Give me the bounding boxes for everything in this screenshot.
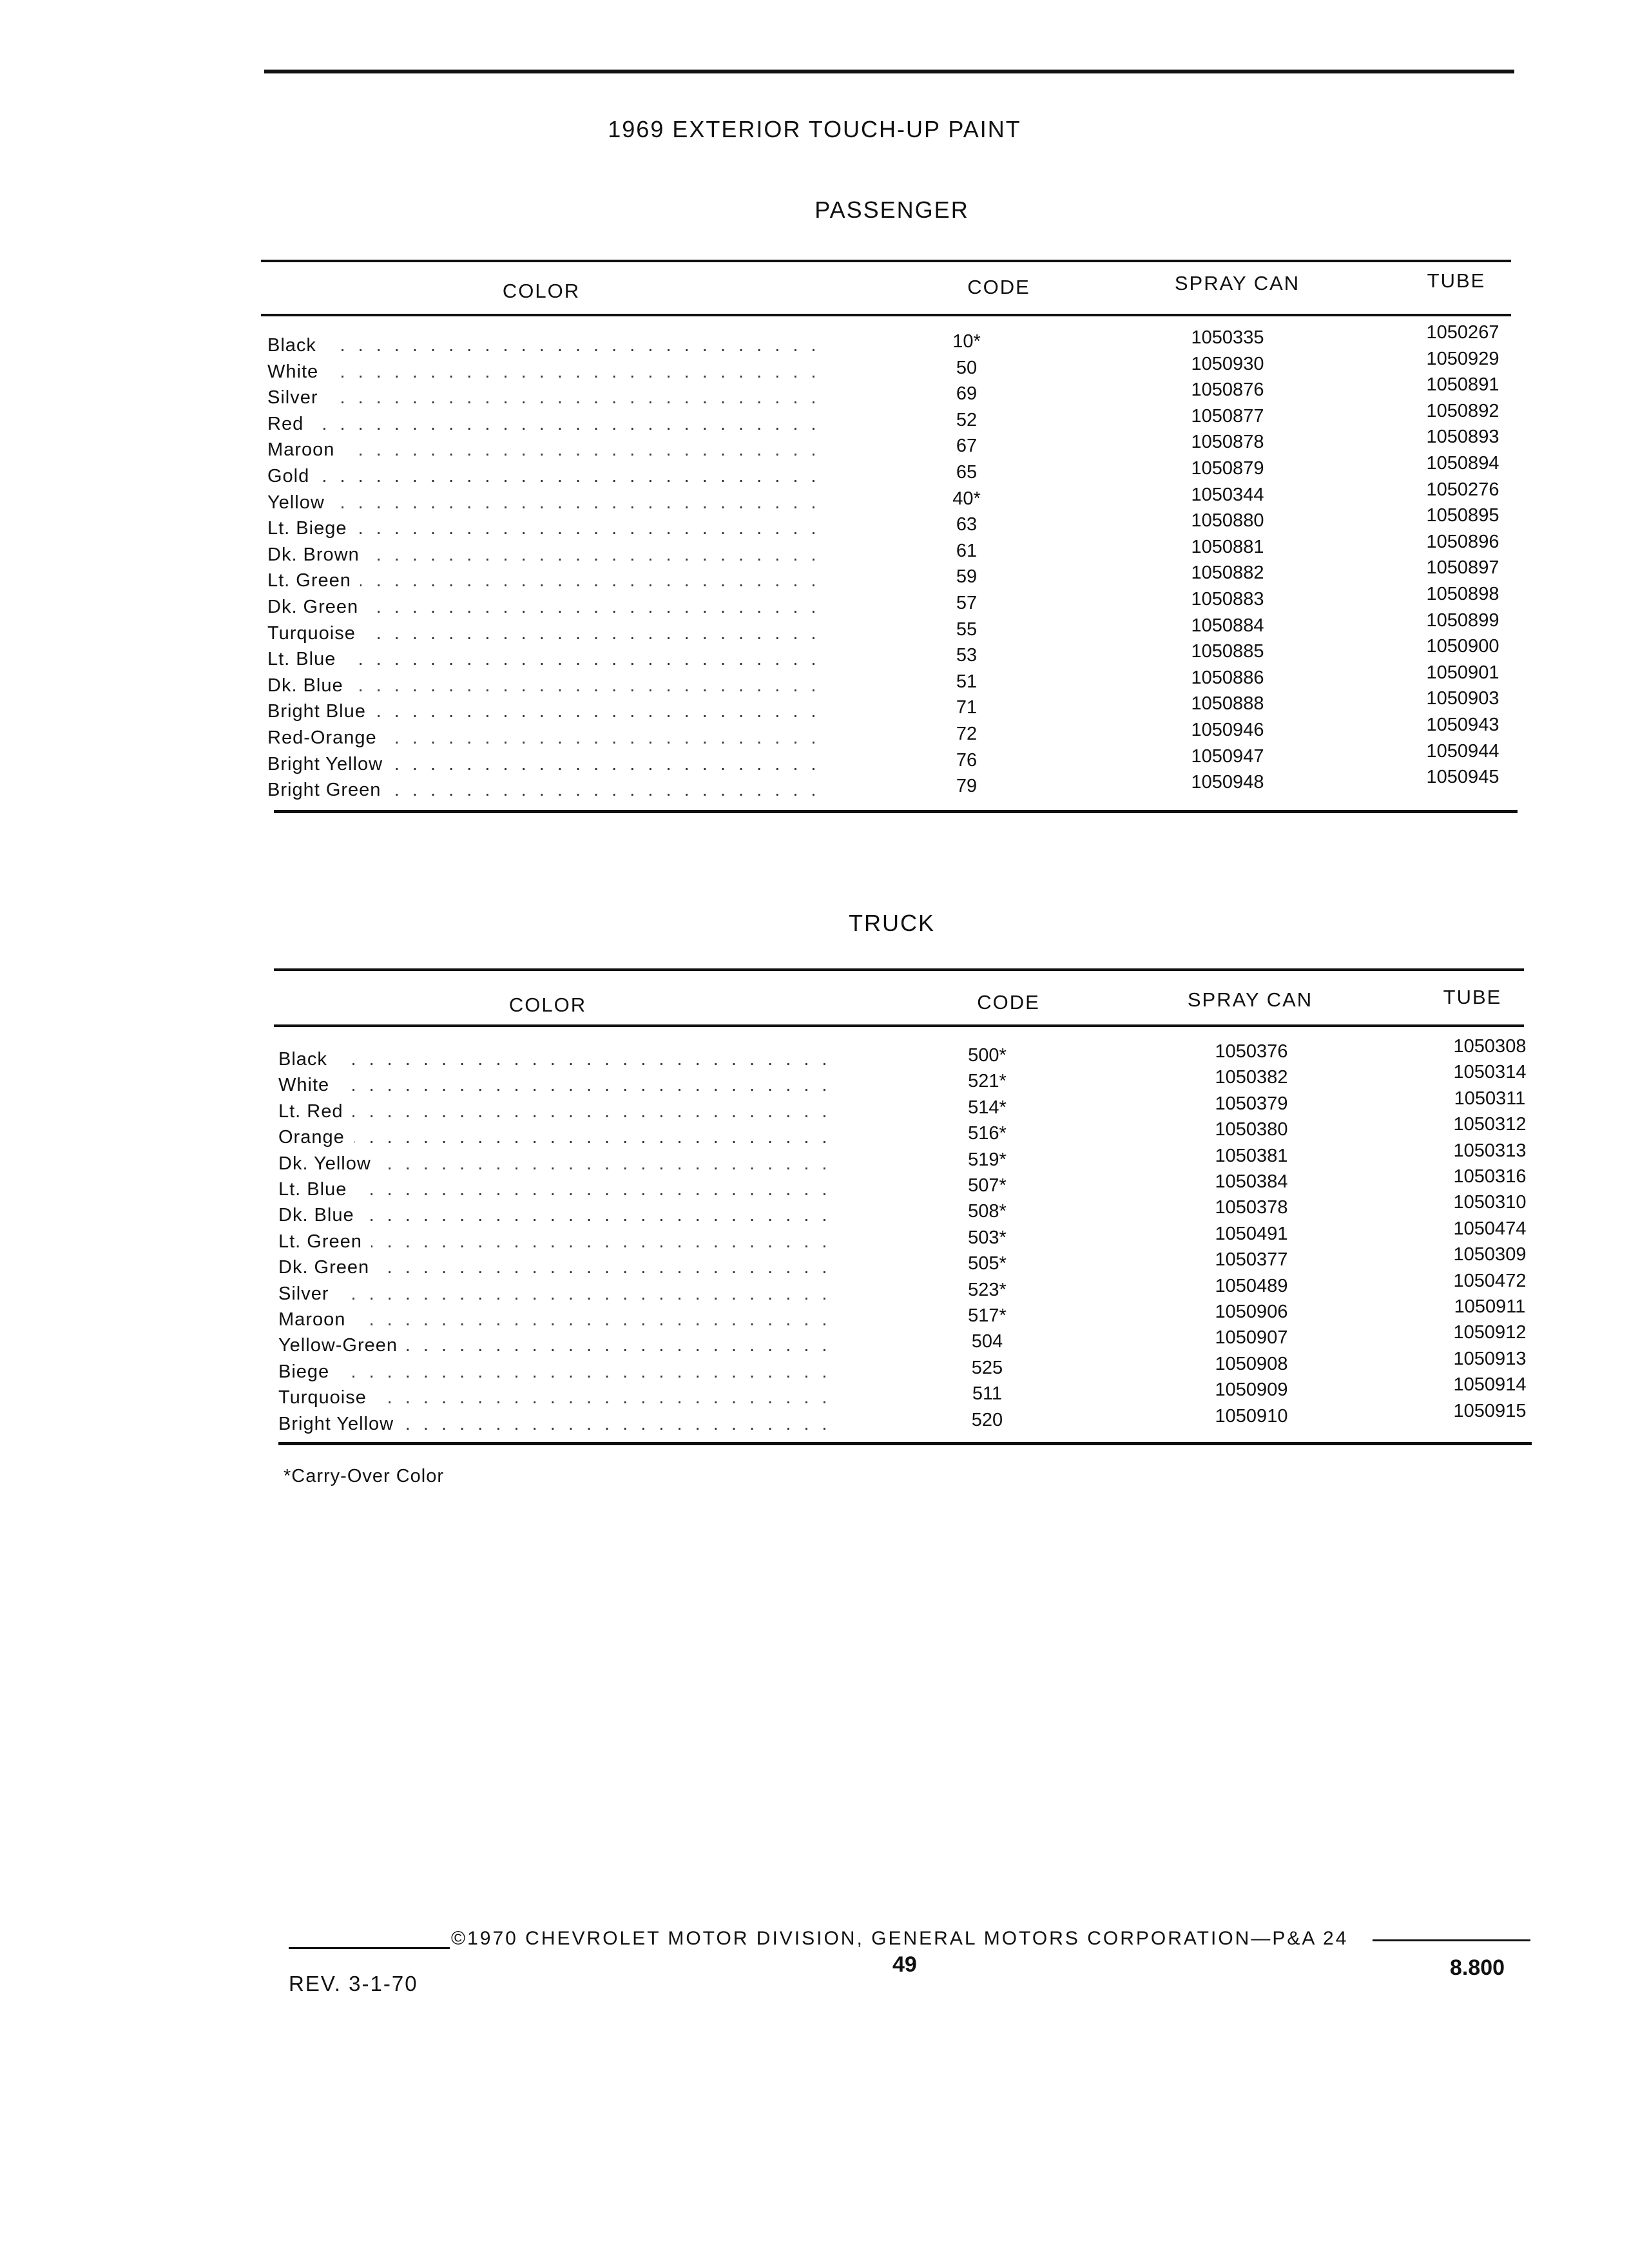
paint-code-cell: 517* (968, 1305, 1007, 1326)
color-name: Lt. Blue (278, 1179, 356, 1200)
spray-can-cell: 1050378 (1215, 1197, 1288, 1218)
color-name-cell (267, 727, 822, 749)
table-row (278, 1140, 1527, 1179)
truck-col-code-header: CODE (977, 991, 1040, 1014)
table-row (267, 740, 1511, 780)
spray-can-cell: 1050877 (1191, 405, 1264, 427)
table-row (267, 767, 1511, 805)
color-name: Black (267, 335, 325, 356)
color-name: Bright Yellow (278, 1414, 403, 1434)
table-row (278, 1218, 1527, 1257)
paint-code-cell: 76 (956, 749, 978, 771)
paint-code-cell: 503* (968, 1227, 1007, 1248)
table-row (278, 1374, 1527, 1413)
color-name: White (267, 361, 327, 382)
color-name: Orange (278, 1127, 354, 1148)
spray-can-cell: 1050382 (1215, 1067, 1288, 1088)
tube-cell: 1050893 (1426, 427, 1499, 448)
color-name-cell (267, 701, 822, 722)
table-row (267, 427, 1511, 465)
spray-can-cell: 1050489 (1215, 1275, 1288, 1296)
color-name-cell (278, 1075, 833, 1096)
color-name: Lt. Red (278, 1101, 352, 1122)
tube-cell: 1050309 (1453, 1244, 1527, 1265)
paint-code-cell: 516* (968, 1123, 1007, 1144)
tube-cell: 1050894 (1426, 453, 1499, 474)
paint-code-cell: 51 (956, 671, 978, 692)
color-name-cell (267, 570, 822, 591)
paint-code-cell: 53 (956, 645, 978, 666)
footnote: *Carry-Over Color (284, 1466, 445, 1486)
spray-can-cell: 1050910 (1215, 1405, 1288, 1427)
spray-can-cell: 1050888 (1191, 693, 1264, 715)
table-row (278, 1192, 1527, 1231)
tube-cell: 1050912 (1453, 1322, 1527, 1343)
color-name-cell (267, 414, 822, 435)
paint-code-cell: 521* (968, 1071, 1007, 1092)
color-name: Maroon (267, 439, 343, 460)
color-name-cell (267, 597, 822, 618)
tube-cell: 1050898 (1426, 584, 1499, 604)
color-name: Bright Green (267, 780, 390, 800)
tube-cell: 1050891 (1426, 374, 1499, 396)
paint-code-cell: 50 (956, 357, 978, 378)
passenger-header-top-rule (261, 260, 1511, 262)
tube-cell: 1050944 (1426, 740, 1499, 762)
tube-cell: 1050311 (1454, 1088, 1526, 1109)
paint-code-cell: 40* (952, 488, 981, 509)
spray-can-cell: 1050947 (1191, 745, 1264, 767)
color-name-cell (278, 1309, 833, 1331)
spray-can-cell: 1050384 (1215, 1171, 1288, 1192)
color-name-cell (278, 1127, 833, 1148)
table-row (267, 400, 1511, 439)
color-name: Lt. Green (278, 1231, 371, 1252)
color-name: White (278, 1075, 338, 1095)
paint-code-cell: 57 (956, 593, 978, 613)
paint-code-cell: 525 (971, 1357, 1003, 1378)
color-name: Red (267, 414, 313, 434)
table-row (267, 453, 1511, 492)
color-name-cell (278, 1153, 833, 1175)
spray-can-cell: 1050907 (1215, 1327, 1288, 1349)
color-name-cell (267, 335, 822, 356)
table-row (278, 1088, 1526, 1127)
color-name: Dk. Green (267, 597, 367, 617)
tube-cell: 1050901 (1426, 662, 1499, 683)
tube-cell: 1050897 (1426, 557, 1499, 579)
paint-code-cell: 514* (968, 1097, 1007, 1118)
table-row (267, 531, 1511, 570)
truck-col-tube-header: TUBE (1443, 986, 1502, 1008)
paint-code-cell: 61 (956, 540, 978, 561)
tube-cell: 1050915 (1453, 1400, 1527, 1421)
table-row (278, 1322, 1527, 1361)
spray-can-cell: 1050906 (1215, 1302, 1288, 1322)
color-name: Maroon (278, 1309, 354, 1330)
table-row (278, 1348, 1527, 1387)
spray-can-cell: 1050886 (1191, 667, 1264, 688)
paint-code-cell: 79 (956, 776, 978, 797)
tube-cell: 1050313 (1453, 1140, 1527, 1161)
spray-can-cell: 1050344 (1191, 484, 1264, 505)
table-row (267, 610, 1511, 649)
color-name-cell (278, 1101, 833, 1122)
paint-code-cell: 72 (956, 724, 978, 744)
tube-cell: 1050900 (1426, 636, 1499, 657)
paint-code-cell: 504 (971, 1331, 1003, 1352)
truck-bottom-rule (278, 1442, 1532, 1445)
footer-right-rule (1373, 1939, 1530, 1941)
spray-can-cell: 1050883 (1191, 589, 1264, 610)
spray-can-cell: 1050879 (1191, 458, 1264, 479)
spray-can-cell: 1050881 (1191, 536, 1264, 557)
passenger-bottom-rule (274, 810, 1518, 813)
color-name: Bright Blue (267, 701, 375, 722)
color-name: Yellow (267, 492, 334, 513)
top-rule (264, 70, 1514, 73)
revision-date: REV. 3-1-70 (289, 1972, 418, 1995)
table-row (278, 1270, 1527, 1309)
paint-code-cell: 63 (956, 514, 978, 535)
paint-code-cell: 500* (968, 1045, 1007, 1066)
color-name-cell (267, 675, 822, 697)
spray-can-cell: 1050381 (1215, 1145, 1288, 1166)
spray-can-cell: 1050376 (1215, 1041, 1288, 1062)
color-name: Dk. Green (278, 1257, 378, 1278)
table-row (267, 557, 1511, 596)
color-name-cell (267, 466, 822, 487)
color-name-cell (278, 1179, 833, 1200)
spray-can-cell: 1050335 (1191, 327, 1264, 348)
spray-can-cell: 1050377 (1215, 1249, 1288, 1271)
passenger-col-code-header: CODE (967, 276, 1030, 298)
paint-code-cell: 10* (952, 331, 981, 352)
spray-can-cell: 1050380 (1215, 1119, 1288, 1140)
tube-cell: 1050276 (1426, 479, 1499, 500)
color-name: Yellow-Green (278, 1335, 407, 1356)
paint-code-cell: 520 (971, 1409, 1003, 1430)
tube-cell: 1050474 (1453, 1218, 1527, 1239)
spray-can-cell: 1050946 (1191, 720, 1264, 740)
color-name-cell (278, 1205, 833, 1226)
truck-col-spray-header: SPRAY CAN (1187, 988, 1313, 1011)
tube-cell: 1050895 (1426, 505, 1499, 526)
color-name: Black (278, 1049, 336, 1070)
table-row (267, 348, 1511, 387)
color-name-cell (278, 1231, 833, 1253)
color-name-cell (278, 1361, 833, 1383)
tube-cell: 1050896 (1426, 531, 1499, 552)
tube-cell: 1050308 (1453, 1036, 1527, 1057)
color-name: Turquoise (278, 1387, 376, 1408)
passenger-col-color-header: COLOR (502, 280, 581, 302)
truck-header-bottom-rule (274, 1024, 1524, 1027)
color-name: Silver (267, 387, 327, 408)
color-name: Turquoise (267, 623, 365, 644)
tube-cell: 1050929 (1426, 348, 1499, 369)
spray-can-cell: 1050880 (1191, 510, 1264, 532)
table-row (278, 1400, 1527, 1439)
footer-copyright: ©1970 CHEVROLET MOTOR DIVISION, GENERAL MOTORS CORPORATION—P&A 24 (451, 1928, 1349, 1949)
passenger-header-bottom-rule (261, 314, 1511, 316)
table-row (278, 1062, 1527, 1100)
paint-code-cell: 71 (956, 697, 978, 718)
truck-header-top-rule (274, 968, 1524, 971)
color-name-cell (267, 544, 822, 566)
tube-cell: 1050903 (1426, 688, 1499, 709)
tube-cell: 1050945 (1426, 767, 1499, 788)
paint-code-cell: 69 (956, 383, 978, 405)
color-name-cell (267, 387, 822, 408)
color-name-cell (267, 361, 822, 383)
spray-can-cell: 1050909 (1215, 1379, 1288, 1401)
truck-section-title: TRUCK (849, 910, 935, 936)
passenger-section-title: PASSENGER (815, 197, 969, 223)
color-name: Dk. Blue (267, 675, 352, 696)
color-name-cell (278, 1283, 833, 1305)
color-name: Gold (267, 466, 318, 486)
color-name-cell (267, 439, 822, 461)
color-name-cell (278, 1387, 833, 1408)
table-row (267, 505, 1511, 544)
spray-can-cell: 1050885 (1191, 641, 1264, 662)
color-name: Biege (278, 1361, 338, 1382)
color-name-cell (267, 780, 822, 801)
footer-left-rule (289, 1947, 450, 1949)
paint-code-cell: 505* (968, 1253, 1007, 1274)
spray-can-cell: 1050882 (1191, 562, 1264, 584)
page-number: 49 (892, 1952, 917, 1977)
color-name: Dk. Yellow (278, 1153, 380, 1174)
table-row (278, 1296, 1526, 1335)
spray-can-cell: 1050884 (1191, 615, 1264, 636)
paint-code-cell: 55 (956, 619, 978, 640)
color-name: Red-Orange (267, 727, 386, 748)
spray-can-cell: 1050876 (1191, 380, 1264, 401)
tube-cell: 1050312 (1453, 1114, 1527, 1135)
section-number: 8.800 (1450, 1956, 1505, 1980)
tube-cell: 1050914 (1453, 1374, 1527, 1396)
table-row (267, 374, 1511, 413)
table-row (278, 1166, 1527, 1205)
spray-can-cell: 1050948 (1191, 772, 1264, 793)
color-name-cell (267, 754, 822, 775)
color-name: Dk. Blue (278, 1205, 363, 1225)
color-name: Dk. Brown (267, 544, 369, 565)
paint-code-cell: 507* (968, 1175, 1007, 1196)
color-name: Lt. Biege (267, 518, 356, 539)
color-name-cell (278, 1335, 833, 1356)
table-row (267, 322, 1511, 361)
color-name-cell (267, 623, 822, 644)
passenger-rows (267, 322, 1511, 812)
tube-cell: 1050267 (1426, 322, 1499, 343)
table-row (267, 715, 1511, 753)
paint-code-cell: 59 (956, 566, 978, 588)
paint-code-cell: 508* (968, 1201, 1007, 1222)
tube-cell: 1050943 (1426, 715, 1499, 735)
color-name-cell (278, 1414, 833, 1435)
color-name: Silver (278, 1283, 338, 1304)
table-row (267, 636, 1511, 675)
truck-rows (278, 1036, 1527, 1448)
tube-cell: 1050911 (1454, 1296, 1526, 1317)
passenger-col-spray-header: SPRAY CAN (1174, 272, 1300, 294)
color-name-cell (267, 492, 822, 514)
tube-cell: 1050310 (1453, 1192, 1527, 1213)
color-name-cell (267, 649, 822, 670)
table-row (278, 1244, 1527, 1283)
spray-can-cell: 1050878 (1191, 432, 1264, 453)
paint-code-cell: 511 (972, 1383, 1003, 1405)
tube-cell: 1050314 (1453, 1062, 1527, 1083)
table-row (267, 688, 1511, 727)
color-name-cell (278, 1049, 833, 1070)
table-row (267, 584, 1511, 622)
spray-can-cell: 1050908 (1215, 1353, 1288, 1374)
tube-cell: 1050899 (1426, 610, 1499, 631)
tube-cell: 1050913 (1453, 1348, 1527, 1369)
table-row (278, 1036, 1527, 1075)
spray-can-cell: 1050379 (1215, 1093, 1288, 1114)
paint-code-cell: 519* (968, 1149, 1007, 1170)
paint-code-cell: 65 (956, 462, 978, 483)
spray-can-cell: 1050930 (1191, 353, 1264, 374)
paint-code-cell: 52 (956, 409, 978, 430)
spray-can-cell: 1050491 (1215, 1223, 1288, 1244)
paint-code-cell: 523* (968, 1279, 1007, 1300)
passenger-col-tube-header: TUBE (1427, 269, 1486, 292)
truck-col-color-header: COLOR (508, 994, 587, 1016)
color-name: Lt. Blue (267, 649, 345, 669)
color-name: Lt. Green (267, 570, 360, 591)
table-row (278, 1114, 1527, 1153)
paint-code-cell: 67 (956, 436, 978, 457)
tube-cell: 1050316 (1453, 1166, 1527, 1187)
table-row (267, 479, 1511, 518)
color-name: Bright Yellow (267, 754, 392, 774)
table-row (267, 662, 1511, 701)
page-title: 1969 EXTERIOR TOUCH-UP PAINT (608, 116, 1021, 142)
color-name-cell (267, 518, 822, 539)
tube-cell: 1050472 (1453, 1270, 1527, 1291)
color-name-cell (278, 1257, 833, 1278)
tube-cell: 1050892 (1426, 400, 1499, 421)
